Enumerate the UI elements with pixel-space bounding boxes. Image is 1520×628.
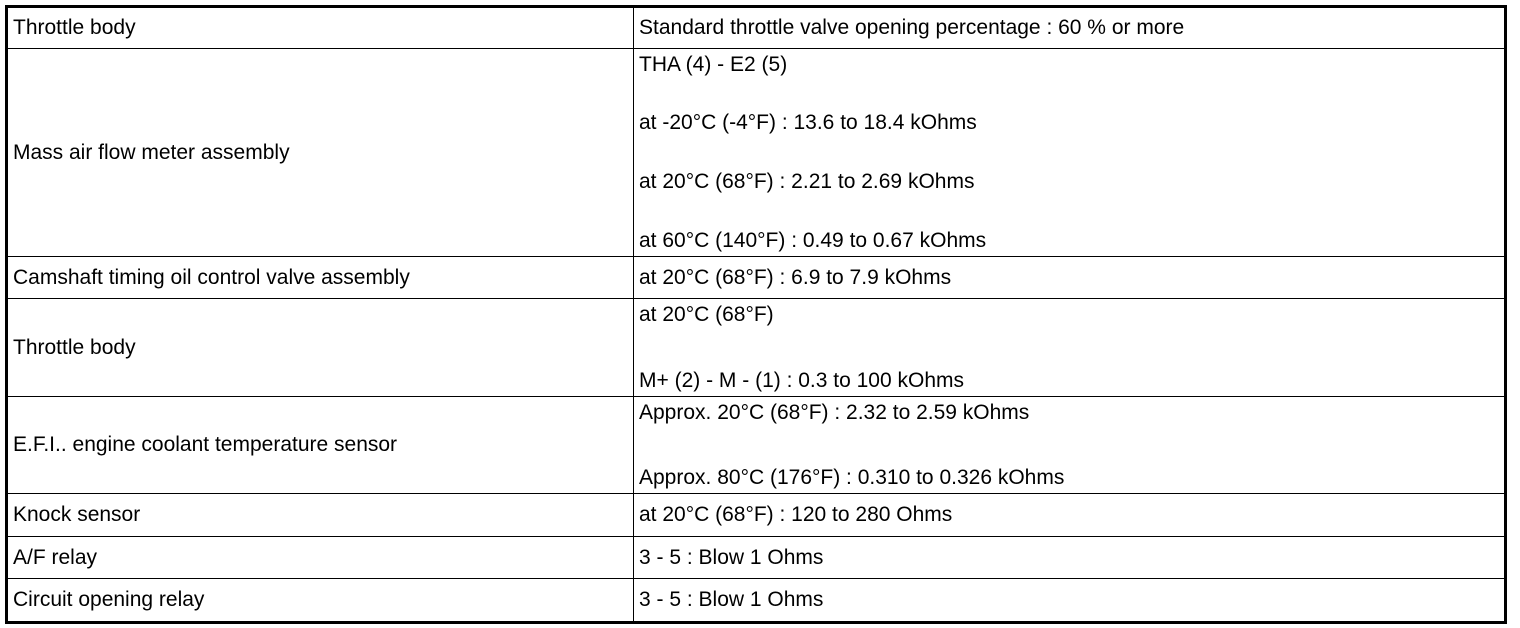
component-cell <box>7 7 634 49</box>
table-row <box>7 49 1506 257</box>
component-cell <box>7 257 634 299</box>
spec-line: at 20°C (68°F) : 2.21 to 2.69 kOhms <box>639 170 975 194</box>
spec-cell <box>634 537 1506 579</box>
component-name: Throttle body <box>13 335 136 359</box>
spec-line: Approx. 80°C (176°F) : 0.310 to 0.326 kOhms <box>639 466 1065 490</box>
spec-line: at 20°C (68°F) <box>639 302 774 326</box>
spec-line: at 20°C (68°F) : 120 to 280 Ohms <box>639 503 953 527</box>
table-row <box>7 397 1506 494</box>
component-cell <box>7 49 634 257</box>
resistance-spec-table <box>5 5 1507 624</box>
table-row <box>7 299 1506 397</box>
spec-cell <box>634 299 1506 397</box>
component-cell <box>7 299 634 397</box>
component-cell <box>7 494 634 537</box>
component-name: A/F relay <box>13 545 98 569</box>
component-cell <box>7 537 634 579</box>
spec-cell <box>634 257 1506 299</box>
spec-line: 3 - 5 : Blow 1 Ohms <box>639 545 824 569</box>
spec-cell <box>634 579 1506 623</box>
component-name: E.F.I.. engine coolant temperature sensor <box>13 433 398 457</box>
table-row <box>7 7 1506 49</box>
component-cell <box>7 579 634 623</box>
table-row <box>7 537 1506 579</box>
spec-line: M+ (2) - M - (1) : 0.3 to 100 kOhms <box>639 369 964 393</box>
spec-cell <box>634 494 1506 537</box>
spec-cell <box>634 397 1506 494</box>
component-cell <box>7 397 634 494</box>
table-row <box>7 494 1506 537</box>
spec-line: at 60°C (140°F) : 0.49 to 0.67 kOhms <box>639 229 987 253</box>
component-name: Mass air flow meter assembly <box>13 140 290 164</box>
spec-line: 3 - 5 : Blow 1 Ohms <box>639 588 824 612</box>
spec-cell <box>634 49 1506 257</box>
component-name: Circuit opening relay <box>13 588 205 612</box>
spec-line: at 20°C (68°F) : 6.9 to 7.9 kOhms <box>639 265 952 289</box>
table-row <box>7 579 1506 623</box>
component-name: Throttle body <box>13 16 136 40</box>
spec-line: THA (4) - E2 (5) <box>639 52 788 76</box>
spec-line: at -20°C (-4°F) : 13.6 to 18.4 kOhms <box>639 111 977 135</box>
table-row <box>7 257 1506 299</box>
spec-line: Approx. 20°C (68°F) : 2.32 to 2.59 kOhms <box>639 400 1030 424</box>
component-name: Knock sensor <box>13 503 141 527</box>
spec-line: Standard throttle valve opening percentage : 60 % or more <box>639 16 1185 40</box>
component-name: Camshaft timing oil control valve assembly <box>13 265 410 289</box>
spec-cell <box>634 7 1506 49</box>
